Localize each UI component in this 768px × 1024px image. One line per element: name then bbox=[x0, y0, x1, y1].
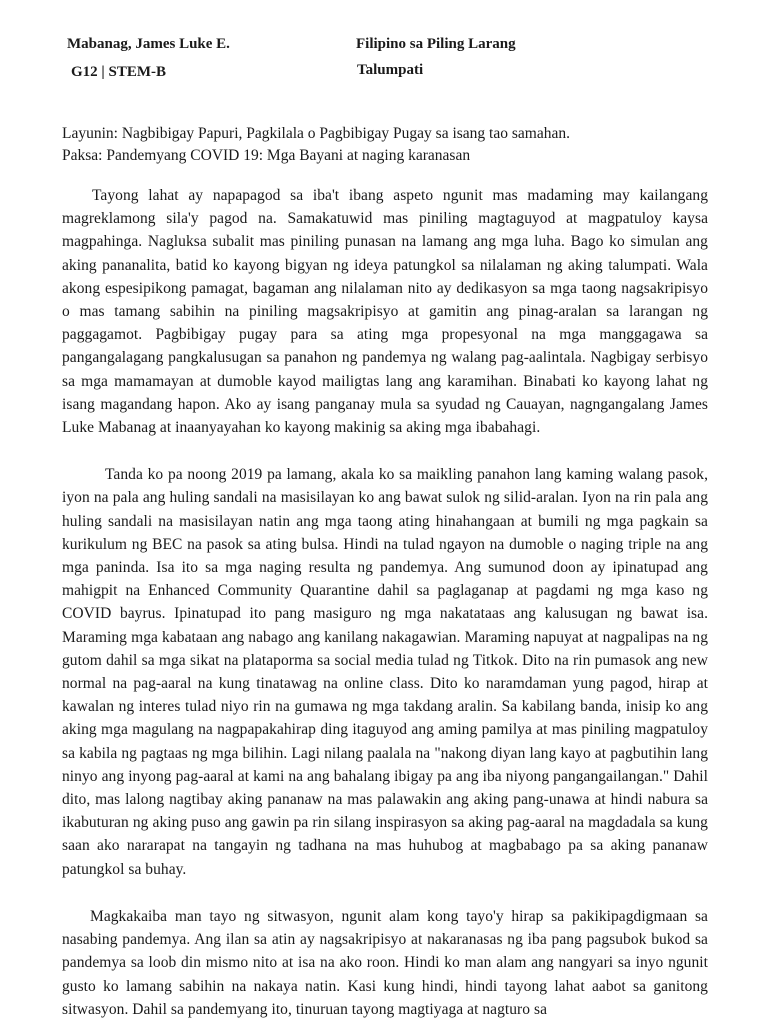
subject-title: Filipino sa Piling Larang bbox=[356, 36, 516, 52]
speech-body bbox=[62, 184, 708, 1024]
grade-section: G12 | STEM-B bbox=[71, 64, 166, 80]
document-type: Talumpati bbox=[357, 62, 424, 78]
paragraph-1: Tayong lahat ay napapagod sa iba't ibang aspeto ngunit mas madaming may kailangang magreklamong sila'y pagod na. Samakatuwid mas piniling magtaguyod at magpatuloy kaysa magpahinga. Nagluksa subalit mas piniling punasan na lamang ang mga luha. Bago ko simulan ang aking pananalita, batid ko kayong bigyan ng ideya patungkol sa nilalaman ng aking talumpati. Wala akong espesipikong pamagat, bagaman ang nilalaman nito ay dedikasyon sa mga taong nagsakripisyo o mas tamang sabihin na piniling magsakripisyo at gamitin ang pinag-aralan sa larangan ng paggagamot. Pagbibigay pugay para sa ating mga propesyonal na mga manggagawa sa pangangalagang pangkalusugan sa panahon ng pandemya ng walang pag-aalintala. Nagbigay serbisyo sa mga mamamayan at dumoble kayod mailigtas lang ang karamihan. Binabati ko kayong lahat ng isang magandang hapon. Ako ay isang panganay mula sa syudad ng Cauayan, nagngangalang James Luke Mabanag at inaanyayahan ko kayong makinig sa aking mga ibabahagi. bbox=[62, 187, 708, 437]
paragraph-3: Magkakaiba man tayo ng sitwasyon, ngunit alam kong tayo'y hirap sa pakikipagdigmaan sa nasabing pandemya. Ang ilan sa atin ay nagsakripisyo at nakaranasas ng iba pang pagsubok bukod sa pandemya sa loob din mismo nito at isa na ako roon. Hindi ko man alam ang nangyari sa inyo ngunit gusto ko lamang sabihin na nakaya natin. Kasi kung hindi, hindi tayong lahat aabot sa ganitong sitwasyon. Dahil sa pandemyang ito, tinuruan tayong magtiyaga at nagturo sa bbox=[62, 907, 708, 1018]
paksa-line: Paksa: Pandemyang COVID 19: Mga Bayani at naging karanasan bbox=[62, 147, 471, 164]
author-name: Mabanag, James Luke E. bbox=[67, 36, 230, 52]
layunin-line: Layunin: Nagbibigay Papuri, Pagkilala o Pagbibigay Pugay sa isang tao samahan. bbox=[62, 125, 570, 142]
paragraph-2: Tanda ko pa noong 2019 pa lamang, akala ko sa maikling panahon lang kaming walang pasok, iyon na pala ang huling sandali na masisilayan ko ang bawat sulok ng silid-aralan. Iyon na rin pala ang huling sandali na masisilayan natin ang mga taong ating hinahangaan at bumili ng mga pagkain sa kurikulum ng BEC na pasok sa ating bulsa. Hindi na tulad ngayon na dumoble o naging triple na ang mga paninda. Isa ito sa mga naging resulta ng pandemya. Ang sumunod doon ay ipinatupad ang mahigpit na Enhanced Community Quarantine dahil sa paglaganap at pagdami ng mga kaso ng COVID bayrus. Ipinatupad ito pang masiguro ng mga nakatataas ang kalusugan ng bawat isa. Maraming mga kabataan ang nabago ang kanilang nakagawian. Maraming napuyat at nagpalipas na ng gutom dahil sa mga sikat na plataporma sa social media tulad ng Titkok. Dito na rin pumasok ang new normal na pag-aaral na kung tinatawag na online class. Dito ko naramdaman yung pagod, hirap at kawalan ng interes tulad niyo rin na gumawa ng mga takdang aralin. Sa kabilang banda, inisip ko ang aking mga magulang na nagpapakahirap ding itaguyod ang aming pamilya at mas piniling magpatuloy sa kabila ng pagtaas ng mga bilihin. Lagi nilang paalala na "nakong diyan lang kayo at pagbutihin lang ninyo ang inyong pag-aaral at kami na ang bahalang ibigay pa ang iba niyong pangangailangan." Dahil dito, mas lalong nagtibay aking pananaw na mas palawakin ang aking pang-unawa at hindi nabura sa ikabuturan ng aking puso ang gawin pa rin silang inspirasyon sa aking pag-aaral na magdadala sa kung saan ako nararapat na tangayin ng tadhana na mas huhubog at magbabago pa sa aking pananaw patungkol sa buhay. bbox=[62, 466, 708, 878]
